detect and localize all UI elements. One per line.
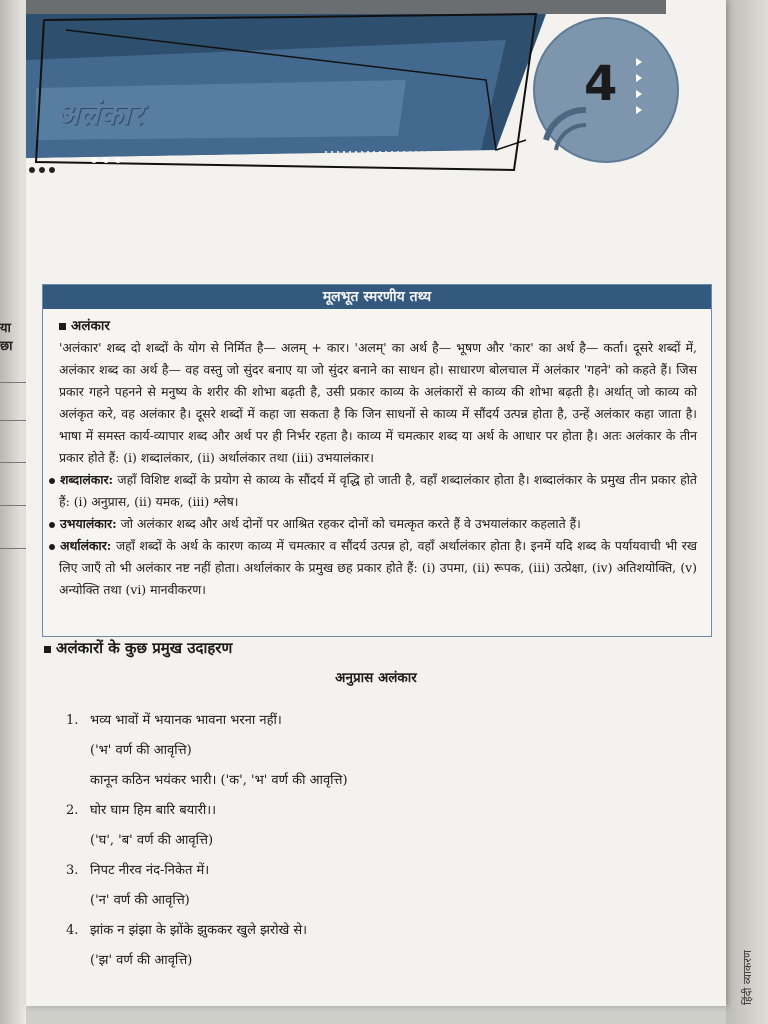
chapter-title: अलंकार [56, 97, 143, 132]
bullet-icon [49, 544, 55, 550]
adjacent-page-rule [0, 382, 26, 383]
alankar-paragraph: 'अलंकार' शब्द दो शब्दों के योग से निर्मित है— अलम् + कार। 'अलम्' का अर्थ है— भूषण और 'कार' का अर्थ है— कर्ता। दूसरे शब्दों में, अलंकार शब्द का अर्थ है— वह वस्तु जो सुंदर बनाए या जो सुंदर बनाने का साधन हो। साधारण बोलचाल में अलंकार 'गहने' को कहते हैं। जिस प्रकार गहने पहनने से मनुष्य के शरीर की शोभा बढ़ती है, उसी प्रकार काव्य के अलंकारों से काव्य की शोभा बढ़ती है। अर्थात् जो काव्य को अलंकृत करे, वह अलंकार है। दूसरे शब्दों में कहा जा सकता है कि जिन साधनों से काव्य में सौंदर्य उत्पन्न होता है, उन्हें अलंकार कहा जाता है। भाषा में समस्त कार्य-व्यापार शब्द और अर्थ पर ही निर्भर रहता है। काव्य में चमत्कार शब्द या अर्थ के आधार पर होता है। अतः अलंकार के तीन प्रकार होते हैं: (i) शब्दालंकार, (ii) अर्थालंकार तथा (iii) उभयालंकार। [59, 340, 697, 465]
ubhayalankar-paragraph: उभयालंकार: जो अलंकार शब्द और अर्थ दोनों पर आश्रित रहकर दोनों को चमत्कृत करते हैं वे उभयालंकार कहलाते हैं। [59, 513, 697, 535]
bullet-icon [49, 478, 55, 484]
square-bullet-icon [59, 323, 66, 330]
book-page [26, 0, 726, 1006]
square-bullet-icon [44, 646, 51, 653]
key-facts-header: मूलभूत स्मरणीय तथ्य [43, 284, 711, 309]
adjacent-page-strip [0, 0, 26, 1024]
anupras-subtitle: अनुप्रास अलंकार [335, 670, 417, 686]
adjacent-page-rule [0, 505, 26, 506]
adjacent-page-rule [0, 548, 26, 549]
list-item: 3. निपट नीरव नंद-निकेत में। ('न' वर्ण की आवृत्ति) [66, 863, 210, 908]
examples-list [66, 706, 686, 976]
list-item: 1. भव्य भावों में भयानक भावना भरना नहीं। ('भ' वर्ण की आवृत्ति) कानून कठिन भयंकर भारी। ('क', 'भ' वर्ण की आवृत्ति) [66, 713, 348, 788]
page-edge [726, 0, 768, 1024]
adjacent-page-rule [0, 462, 26, 463]
vertical-side-label: हिंदी व्याकरण [741, 950, 754, 1005]
bullet-icon [49, 522, 55, 528]
chapter-number: 4 [584, 56, 618, 112]
examples-section-title: अलंकारों के कुछ प्रमुख उदाहरण [44, 638, 232, 658]
list-item: 2. घोर घाम हिम बारि बयारी।। ('घ', 'ब' वर्ण की आवृत्ति) [66, 803, 217, 848]
key-facts-box [42, 284, 712, 637]
arthalankar-paragraph: अर्थालंकार: जहाँ शब्दों के अर्थ के कारण काव्य में चमत्कार व सौंदर्य उत्पन्न हो, वहाँ अर्थालंकार होता है। इनमें यदि शब्द के पर्यायवाची भी रख लिए जाएँ तो भी अलंकार नष्ट नहीं होता। अर्थालंकार के प्रमुख छह प्रकार होते हैं: (i) उपमा, (ii) रूपक, (iii) उत्प्रेक्षा, (iv) अतिशयोक्ति, (v) अन्योक्ति तथा (vi) मानवीकरण। [59, 535, 697, 601]
adjacent-page-text: या छा [0, 321, 13, 354]
adjacent-page-rule [0, 420, 26, 421]
shabdalankar-paragraph: शब्दालंकार: जहाँ विशिष्ट शब्दों के प्रयोग से काव्य के सौंदर्य में वृद्धि हो जाती है, वहाँ शब्दालंकार होता है। शब्दालंकार के प्रमुख तीन प्रकार होते हैं: (i) अनुप्रास, (ii) यमक, (iii) श्लेष। [59, 469, 697, 513]
alankar-heading: अलंकार [59, 315, 697, 337]
chapter-banner [26, 0, 726, 185]
list-item: 4. झांक न झंझा के झोंके झुककर खुले झरोखे से। ('झ' वर्ण की आवृत्ति) [66, 923, 308, 968]
key-facts-body [43, 309, 711, 601]
